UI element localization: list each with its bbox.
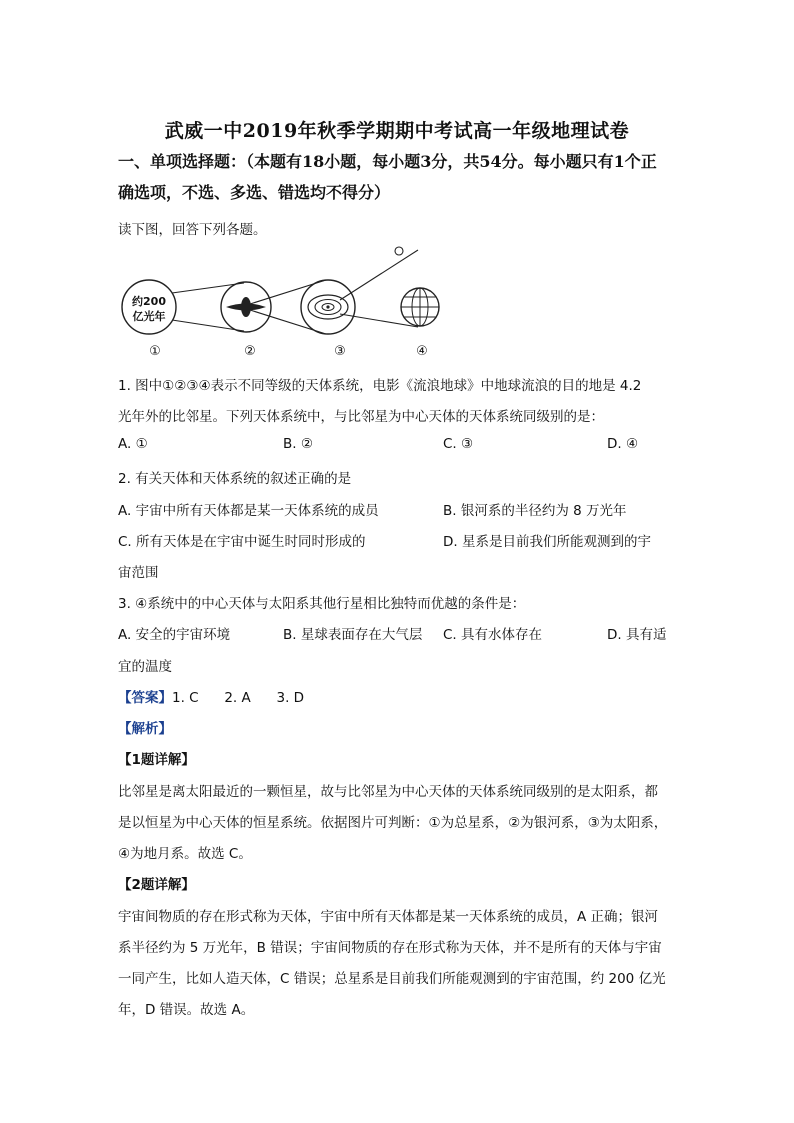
figure-label-4: ④ bbox=[416, 344, 428, 359]
detail2-line2: 系半径约为 5 万光年，B 错误；宇宙间物质的存在形式称为天体，并不是所有的天体与宇宙 bbox=[118, 940, 662, 956]
q1-option-a: A. ① bbox=[118, 436, 148, 452]
q2-stem: 2. 有关天体和天体系统的叙述正确的是 bbox=[118, 471, 352, 487]
detail2-line4: 年，D 错误。故选 A。 bbox=[118, 1002, 255, 1018]
moon-icon bbox=[395, 247, 403, 255]
q3-option-d-line2: 宜的温度 bbox=[118, 659, 172, 675]
detail1-line2: 是以恒星为中心天体的恒星系统。依据图片可判断：①为总星系，②为银河系，③为太阳系， bbox=[118, 815, 668, 831]
q1-line1: 1. 图中①②③④表示不同等级的天体系统，电影《流浪地球》中地球流浪的目的地是 4.2 bbox=[118, 378, 642, 394]
analysis-tag: 【解析】 bbox=[118, 721, 172, 737]
q1-option-c: C. ③ bbox=[443, 436, 474, 452]
detail2-tag: 【2题详解】 bbox=[118, 877, 195, 893]
answer-text: 1. C 2. A 3. D bbox=[172, 690, 305, 706]
detail1-line3: ④为地月系。故选 C。 bbox=[118, 846, 252, 862]
q3-option-d-line1: D. 具有适 bbox=[607, 627, 667, 643]
detail1-line1: 比邻星是离太阳最近的一颗恒星，故与比邻星为中心天体的天体系统同级别的是太阳系，都 bbox=[118, 784, 658, 800]
circle-1-text-line2: 亿光年 bbox=[132, 310, 166, 323]
q3-option-b: B. 星球表面存在大气层 bbox=[283, 627, 423, 643]
section-heading bbox=[118, 146, 683, 208]
q2-option-b: B. 银河系的半径约为 8 万光年 bbox=[443, 503, 627, 519]
q2-option-c: C. 所有天体是在宇宙中诞生时同时形成的 bbox=[118, 534, 366, 550]
intro-text: 读下图，回答下列各题。 bbox=[118, 222, 267, 238]
q2-option-d-line1: D. 星系是目前我们所能观测到的宇 bbox=[443, 534, 651, 550]
q3-option-c: C. 具有水体存在 bbox=[443, 627, 543, 643]
circle-1-text-line1: 约200 bbox=[132, 295, 166, 308]
q1-option-b: B. ② bbox=[283, 436, 313, 452]
celestial-system-figure bbox=[118, 244, 448, 366]
detail2-line3: 一同产生，比如人造天体，C 错误；总星系是目前我们所能观测到的宇宙范围，约 200 亿光 bbox=[118, 971, 666, 987]
detail2-line1: 宇宙间物质的存在形式称为天体，宇宙中所有天体都是某一天体系统的成员，A 正确；银河 bbox=[118, 909, 659, 925]
figure-label-1: ① bbox=[149, 344, 161, 359]
figure-label-2: ② bbox=[244, 344, 256, 359]
q3-option-a: A. 安全的宇宙环境 bbox=[118, 627, 231, 643]
detail1-tag: 【1题详解】 bbox=[118, 752, 195, 768]
q1-option-d: D. ④ bbox=[607, 436, 639, 452]
section-heading-line1: 一、单项选择题：（本题有18小题，每小题3分，共54分。每小题只有1个正 bbox=[118, 152, 657, 171]
q2-option-d-line2: 宙范围 bbox=[118, 565, 159, 581]
figure-label-3: ③ bbox=[334, 344, 346, 359]
q1-line2: 光年外的比邻星。下列天体系统中，与比邻星为中心天体的天体系统同级别的是： bbox=[118, 409, 604, 425]
page-title: 武威一中2019年秋季学期期中考试高一年级地理试卷 bbox=[164, 120, 630, 142]
section-heading-line2: 确选项，不选、多选、错选均不得分） bbox=[118, 183, 391, 202]
q2-option-a: A. 宇宙中所有天体都是某一天体系统的成员 bbox=[118, 503, 379, 519]
answer-line bbox=[118, 686, 304, 706]
q3-stem: 3. ④系统中的中心天体与太阳系其他行星相比独特而优越的条件是： bbox=[118, 596, 526, 612]
answer-tag: 【答案】 bbox=[118, 690, 172, 706]
